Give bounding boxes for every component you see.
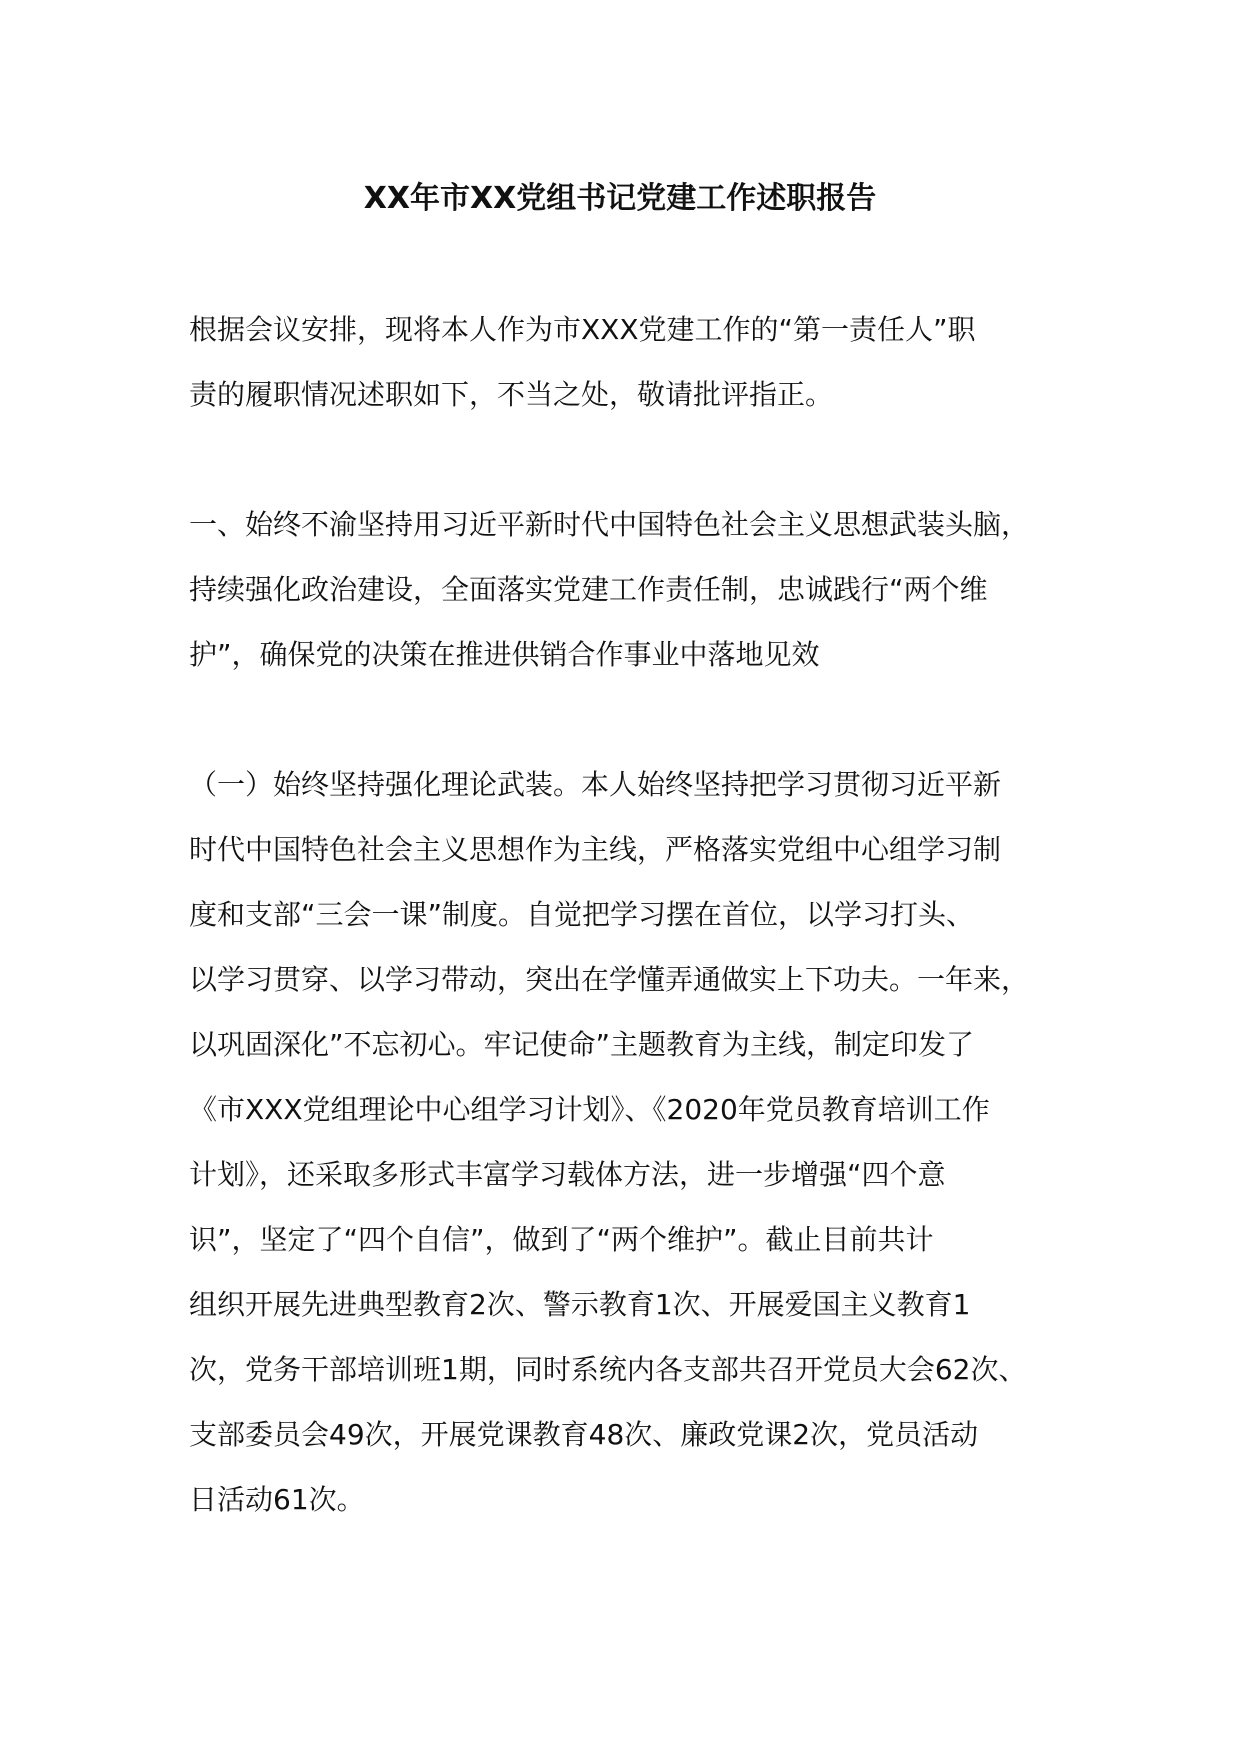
document-title: XX年市XX党组书记党建工作述职报告 <box>363 181 877 216</box>
text-line: （一）始终坚持强化理论武装。本人始终坚持把学习贯彻习近平新 <box>189 768 1002 801</box>
text-line: 以巩固深化”不忘初心。牢记使命”主题教育为主线，制定印发了 <box>189 1028 975 1061</box>
text-line: 一、始终不渝坚持用习近平新时代中国特色社会主义思想武装头脑， <box>189 508 1030 541</box>
section-1-heading <box>189 492 1089 687</box>
subsection-1-paragraph <box>189 752 1089 1532</box>
text-line: 以学习贯穿、以学习带动，突出在学懂弄通做实上下功夫。一年来， <box>189 963 1030 996</box>
text-line: 护”，确保党的决策在推进供销合作事业中落地见效 <box>189 638 820 671</box>
text-line: 支部委员会49次，开展党课教育48次、廉政党课2次，党员活动 <box>189 1418 979 1451</box>
text-line: 次，党务干部培训班1期，同时系统内各支部共召开党员大会62次、 <box>189 1353 1027 1386</box>
text-line: 持续强化政治建设，全面落实党建工作责任制，忠诚践行“两个维 <box>189 573 988 606</box>
text-line: 《市XXX党组理论中心组学习计划》、《2020年党员教育培训工作 <box>189 1093 990 1126</box>
text-line: 根据会议安排，现将本人作为市XXX党建工作的“第一责任人”职 <box>189 313 976 346</box>
text-line: 时代中国特色社会主义思想作为主线，严格落实党组中心组学习制 <box>189 833 1002 866</box>
text-line: 责的履职情况述职如下，不当之处，敬请批评指正。 <box>189 378 834 411</box>
text-line: 识”，坚定了“四个自信”，做到了“两个维护”。截止目前共计 <box>189 1223 934 1256</box>
text-line: 计划》，还采取多形式丰富学习载体方法，进一步增强“四个意 <box>189 1158 946 1191</box>
text-line: 组织开展先进典型教育2次、警示教育1次、开展爱国主义教育1 <box>189 1288 971 1321</box>
intro-paragraph <box>189 297 1089 427</box>
text-line: 度和支部“三会一课”制度。自觉把学习摆在首位，以学习打头、 <box>189 898 975 931</box>
text-line: 日活动61次。 <box>189 1483 365 1516</box>
